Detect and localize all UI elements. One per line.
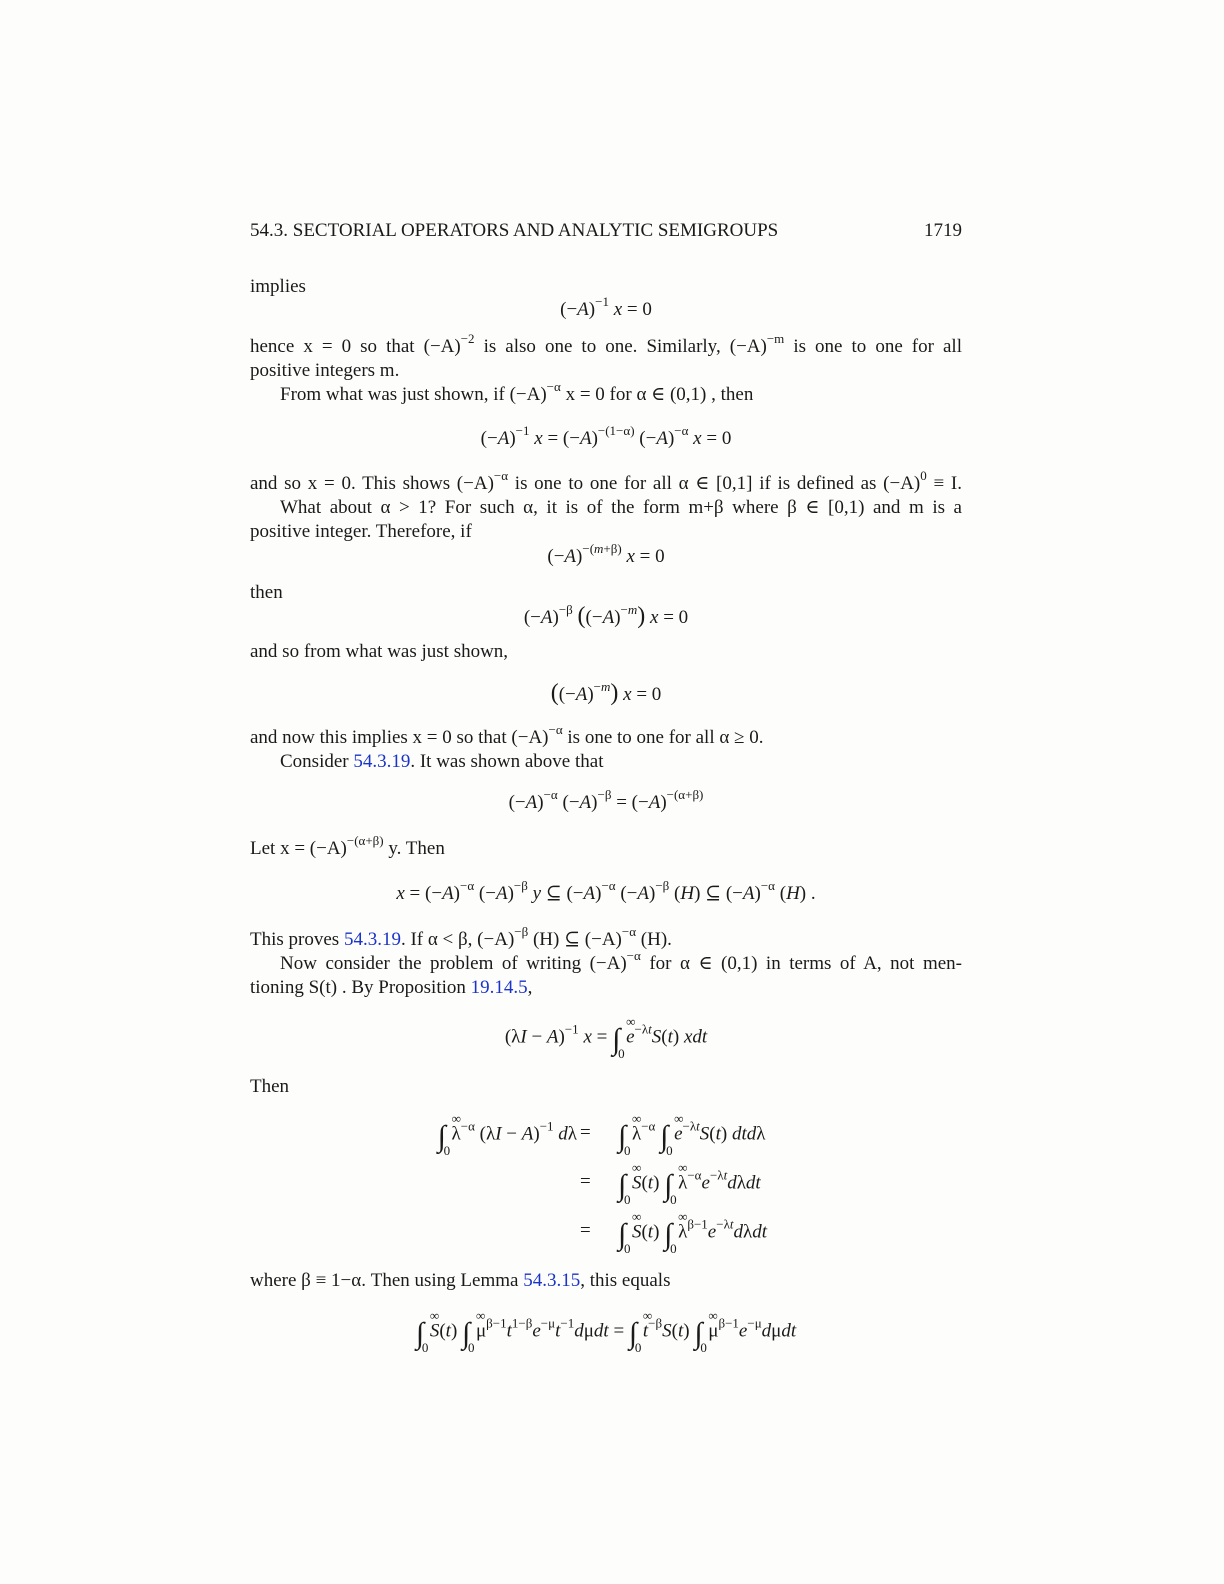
paragraph-letx: Let $x = (-A)^{-(\alpha+\beta)}$ y. Then xyxy=(250,833,445,859)
page-number: 1719 xyxy=(924,220,962,241)
running-header xyxy=(250,219,962,243)
paragraph-then: then xyxy=(250,582,283,603)
paragraph-tioning: tioning S(t) . By Proposition 19.14.5, xyxy=(250,977,533,998)
ref-link-19-14-5[interactable]: 19.14.5 xyxy=(470,977,528,998)
page: 54.3. SECTORIAL OPERATORS AND ANALYTIC SEMIGROUPS 1719 implies $(-A)^{-1}$ x = 0 hence x = 0 so that $(-A)^{-2}$ is also one to one. Similarly, $(-A)^{-m}$ is one to one for all positive integers m. From what was just shown, if $(-A)^{-\alpha}$ x = 0 for α ∈ (0,1) , then $(-A)^{-1}$ $x = (-A)^{-(1-\alpha)}$ $(-A)^{-\alpha}$ x = 0 and so x = 0. This shows $(-A)^{-\alpha}$ is one to one for all α ∈ [0,1] if is defined as $(-A)^0 \equiv I$. What about α > 1? For such α, it is of the form m+β where β ∈ [0,1) and m is a positive integer. Therefore, if $(-A)^{-(m+\beta)}$ x = 0 then $(-A)^{-\beta}$ $((-A)^{-m}) x = 0$ and so from what was just shown, $((-A)^{-m}) x = 0$ and now this implies x = 0 so that $(-A)^{-\alpha}$ is one to one for all α ≥ 0. Consider 54.3.19. It was shown above that $(-A)^{-\alpha}$ $(-A)^{-\beta} = (-A)^{-(\alpha+\beta)}$ Let $x = (-A)^{-(\alpha+\beta)}$ y. Then $x = (-A)^{-\alpha}$ $(-A)^{-\beta}$ y ⊆ $(-A)^{-\alpha}$ $(-A)^{-\beta}$ (H) ⊆ $(-A)^{-\alpha}$ (H) . This proves 54.3.19. If α < β, $(-A)^{-\beta}$ (H) ⊆ $(-A)^{-\alpha}$ (H). Now consider the problem of writing $(-A)^{-\alpha}$ for α ∈ (0,1) in terms of A, not men- tioning S(t) . By Proposition 19.14.5, $(\lambda I - A)^{-1}$ x = ∫ ∞ 0 $e^{-\lambda t}S(t)$ xdt Then ∫ ∞ 0 $\lambda^{-\alpha}$ $(\lambda I - A)^{-1}$ dλ = ∫ ∞ 0 $\lambda^{-\alpha}$ ∫ ∞ 0 $e^{-\lambda t}S(t)$ dtdλ = ∫ ∞ 0 S(t) ∫ ∞ 0 $\lambda^{-\alpha}e^{-\lambda t}d\lambda dt$ = ∫ ∞ 0 S(t) ∫ ∞ 0 $\lambda^{\beta-1}e^{-\lambda t}d\lambda dt$ where β ≡ 1−α. Then using Lemma 54.3.15, this equals ∫ ∞ 0 S(t) ∫ ∞ 0 $\mu^{\beta-1}t^{1-\beta}e^{-\mu}t^{-1}d\mu dt$ = ∫ ∞ 0 $t^{-\beta}S(t)$ ∫ ∞ 0 $\mu^{\beta-1}e^{-\mu}d\mu dt$ xyxy=(250,220,963,1355)
equation-10: ∫ ∞ 0 S(t) ∫ ∞ 0 $\mu^{\beta-1}t^{1-\beta}e^{-\mu}t^{-1}d\mu dt$ = ∫ ∞ 0 $t^{-\beta}S(t)$ ∫ ∞ 0 $\mu^{\beta-1}e^{-\mu}d\mu dt$ xyxy=(415,1308,797,1355)
equation-7: $x = (-A)^{-\alpha}$ $(-A)^{-\beta}$ y ⊆ $(-A)^{-\alpha}$ $(-A)^{-\beta}$ (H) ⊆ $(-A)^{-\alpha}$ (H) . xyxy=(396,878,816,904)
paragraph-where: where β ≡ 1−α. Then using Lemma 54.3.15, this equals xyxy=(250,1270,671,1291)
equation-2: $(-A)^{-1}$ $x = (-A)^{-(1-\alpha)}$ $(-A)^{-\alpha}$ x = 0 xyxy=(480,423,732,449)
paragraph-hence: hence x = 0 so that $(-A)^{-2}$ is also one to one. Similarly, $(-A)^{-m}$ is one to one for all xyxy=(250,331,962,357)
paragraph-positive: positive integers m. xyxy=(250,360,400,381)
paragraph-from: From what was just shown, if $(-A)^{-\alpha}$ x = 0 for α ∈ (0,1) , then xyxy=(280,379,754,405)
paragraph-consider: Consider 54.3.19. It was shown above that xyxy=(280,751,604,772)
paragraph-posint: positive integer. Therefore, if xyxy=(250,521,472,542)
paragraph-proves: This proves 54.3.19. If α < β, $(-A)^{-\beta}$ (H) ⊆ $(-A)^{-\alpha}$ (H). xyxy=(250,924,672,950)
equation-4: $(-A)^{-\beta}$ $((-A)^{-m}) x = 0$ xyxy=(523,602,689,629)
paragraph-andnow: and now this implies x = 0 so that $(-A)^{-\alpha}$ is one to one for all α ≥ 0. xyxy=(250,722,764,748)
paragraph-implies: implies xyxy=(250,276,306,297)
equation-8: $(\lambda I - A)^{-1}$ x = ∫ ∞ 0 $e^{-\lambda t}S(t)$ xdt xyxy=(504,1014,708,1061)
ref-link-54-3-19-b[interactable]: 54.3.19 xyxy=(343,929,401,950)
ref-link-54-3-15[interactable]: 54.3.15 xyxy=(523,1270,581,1291)
paragraph-what: What about α > 1? For such α, it is of the form m+β where β ∈ [0,1) and m is a xyxy=(280,497,962,518)
paragraph-andso-from: and so from what was just shown, xyxy=(250,641,509,662)
equation-3: $(-A)^{-(m+\beta)}$ x = 0 xyxy=(547,541,665,567)
equation-5: $((-A)^{-m}) x = 0$ xyxy=(550,679,662,706)
paragraph-andso: and so x = 0. This shows $(-A)^{-\alpha}$ is one to one for all α ∈ [0,1] if is defined as $(-A)^0 \equiv I$. xyxy=(250,468,963,494)
paragraph-then2: Then xyxy=(250,1076,290,1097)
paragraph-now: Now consider the problem of writing $(-A)^{-\alpha}$ for α ∈ (0,1) in terms of A, not men- xyxy=(280,948,962,974)
equation-1: $(-A)^{-1}$ x = 0 xyxy=(560,294,652,320)
ref-link-54-3-19[interactable]: 54.3.19 xyxy=(353,751,411,772)
section-title: 54.3. SECTORIAL OPERATORS AND ANALYTIC SEMIGROUPS xyxy=(250,220,779,241)
equation-6: $(-A)^{-\alpha}$ $(-A)^{-\beta} = (-A)^{-(\alpha+\beta)}$ xyxy=(508,787,704,813)
